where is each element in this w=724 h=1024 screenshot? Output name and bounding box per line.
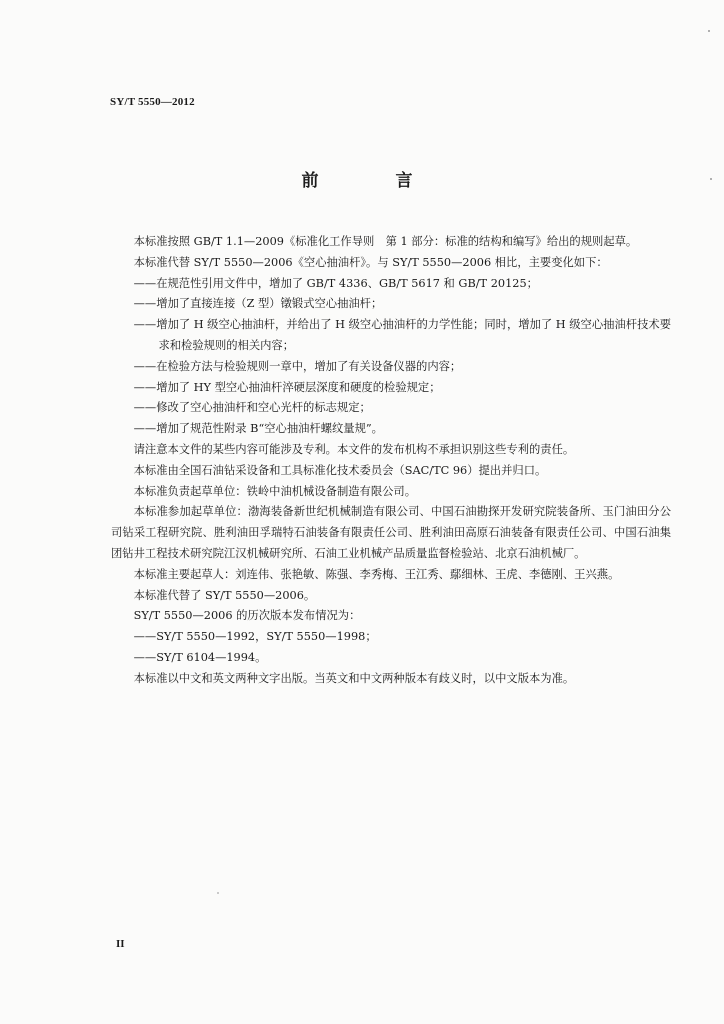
page-title: 前 言 [301,171,443,191]
paragraph-main-drafters: 本标准主要起草人：刘连伟、张艳敏、陈强、李秀梅、王江秀、鄢细林、王虎、李德刚、王兴燕。 [133,567,620,581]
change-item: ——增加了 HY 型空心抽油杆淬硬层深度和硬度的检验规定； [133,380,441,394]
scan-speck [708,30,710,32]
scan-speck [710,178,712,180]
history-item: ——SY/T 6104—1994。 [133,650,267,664]
change-item: ——修改了空心抽油杆和空心光杆的标志规定； [133,401,371,415]
paragraph-patent-notice: 请注意本文件的某些内容可能涉及专利。本文件的发布机构不承担识别这些专利的责任。 [133,442,575,456]
paragraph-responsible-drafter: 本标准负责起草单位：铁岭中油机械设备制造有限公司。 [133,484,417,498]
page-number: II [116,938,125,950]
paragraph-participating-drafters: 本标准参加起草单位：渤海装备新世纪机械制造有限公司、中国石油勘探开发研究院装备所、玉门油田分公司钻采工程研究院、胜利油田孚瑞特石油装备有限责任公司、胜利油田高原石油装备有限责任公司、中国石油集团钻井工程技术研究院江汉机械研究所、石油工业机械产品质量监督检验站、北京石油机械厂。 [111,505,671,560]
paragraph-replaced-standard: 本标准代替了 SY/T 5550—2006。 [133,588,316,602]
standard-code: SY/T 5550—2012 [110,96,195,108]
foreword-body [111,232,671,690]
paragraph-language-note: 本标准以中文和英文两种文字出版。当英文和中文两种版本有歧义时，以中文版本为准。 [133,671,575,685]
paragraph-proposer: 本标准由全国石油钻采设备和工具标准化技术委员会（SAC/TC 96）提出并归口。 [133,463,547,477]
change-item: ——在检验方法与检验规则一章中，增加了有关设备仪器的内容； [133,359,462,373]
change-item: ——增加了 H 级空心抽油杆，并给出了 H 级空心抽油杆的力学性能；同时，增加了 H 级空心抽油杆技术要求和检验规则的相关内容； [133,318,671,352]
history-item: ——SY/T 5550—1992，SY/T 5550—1998； [133,630,377,644]
change-item: ——增加了规范性附录 B“空心抽油杆螺纹量规”。 [133,422,383,436]
scan-speck [217,892,219,894]
change-item: ——增加了直接连接（Z 型）镦锻式空心抽油杆； [133,297,383,311]
paragraph-drafting-rules: 本标准按照 GB/T 1.1—2009《标准化工作导则 第 1 部分：标准的结构和编写》给出的规则起草。 [133,235,638,248]
paragraph-history-intro: SY/T 5550—2006 的历次版本发布情况为： [133,609,361,623]
paragraph-replaces: 本标准代替 SY/T 5550—2006《空心抽油杆》。与 SY/T 5550—2006 相比，主要变化如下： [133,255,608,269]
change-item: ——在规范性引用文件中，增加了 GB/T 4336、GB/T 5617 和 GB/T 20125； [133,276,538,290]
